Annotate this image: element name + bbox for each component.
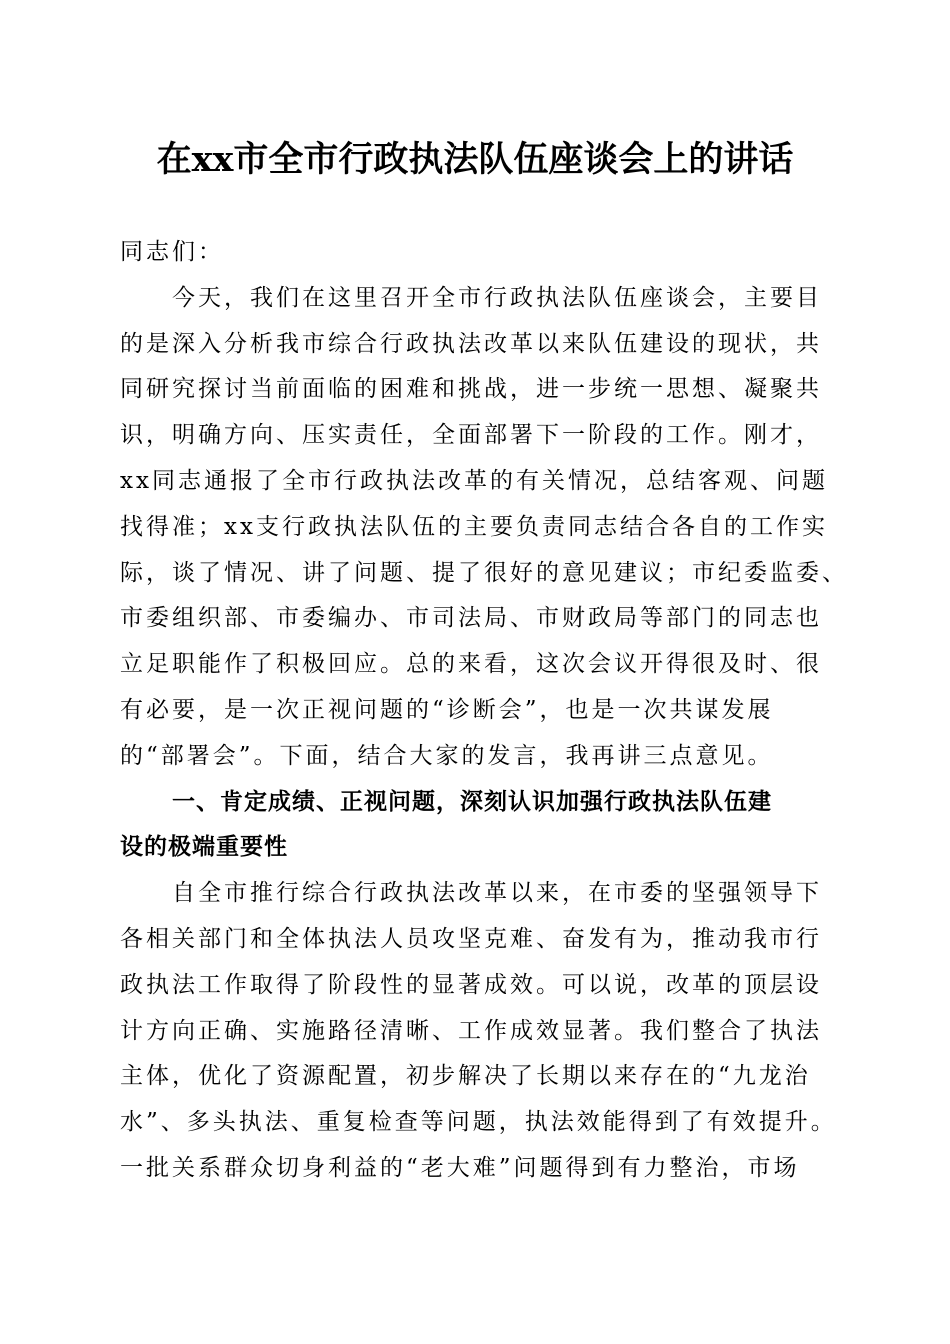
paragraph-line: 主体，优化了资源配置，初步解决了长期以来存在的“九龙治 [120, 1063, 811, 1090]
paragraph-line: 自全市推行综合行政执法改革以来，在市委的坚强领导下 [172, 880, 822, 907]
document-title: 在xx市全市行政执法队伍座谈会上的讲话 [156, 139, 794, 180]
paragraph-line: 政执法工作取得了阶段性的显著成效。可以说，改革的顶层设 [120, 971, 822, 998]
paragraph-line: 一批关系群众切身利益的“老大难”问题得到有力整治，市场 [120, 1154, 800, 1181]
paragraph-line: 计方向正确、实施路径清晰、工作成效显著。我们整合了执法 [120, 1017, 822, 1044]
paragraph-line: 各相关部门和全体执法人员攻坚克难、奋发有为，推动我市行 [120, 925, 822, 952]
paragraph-line: xx同志通报了全市行政执法改革的有关情况，总结客观、问题 [120, 467, 828, 494]
paragraph-line: 的是深入分析我市综合行政执法改革以来队伍建设的现状，共 [120, 330, 822, 357]
paragraph-line: 识，明确方向、压实责任，全面部署下一阶段的工作。刚才， [120, 422, 822, 449]
paragraph-line: 有必要，是一次正视问题的“诊断会”，也是一次共谋发展 [120, 696, 774, 723]
paragraph-line: 今天，我们在这里召开全市行政执法队伍座谈会，主要目 [172, 284, 822, 311]
paragraph-line: 立足职能作了积极回应。总的来看，这次会议开得很及时、很 [120, 651, 822, 678]
section-heading: 一、肯定成绩、正视问题，深刻认识加强行政执法队伍建 [172, 788, 772, 815]
paragraph-line: 市委组织部、市委编办、市司法局、市财政局等部门的同志也 [120, 605, 822, 632]
section-heading: 设的极端重要性 [120, 834, 288, 861]
salutation: 同志们： [120, 239, 224, 265]
document-body [120, 230, 848, 1192]
paragraph-line: 找得准；xx支行政执法队伍的主要负责同志结合各自的工作实 [120, 513, 828, 540]
paragraph-line: 水”、多头执法、重复检查等问题，执法效能得到了有效提升。 [120, 1109, 837, 1136]
paragraph-line: 的“部署会”。下面，结合大家的发言，我再讲三点意见。 [120, 742, 774, 769]
paragraph-line: 同研究探讨当前面临的困难和挑战，进一步统一思想、凝聚共 [120, 376, 822, 403]
paragraph-line: 际，谈了情况、讲了问题、提了很好的意见建议；市纪委监委、 [120, 559, 848, 586]
